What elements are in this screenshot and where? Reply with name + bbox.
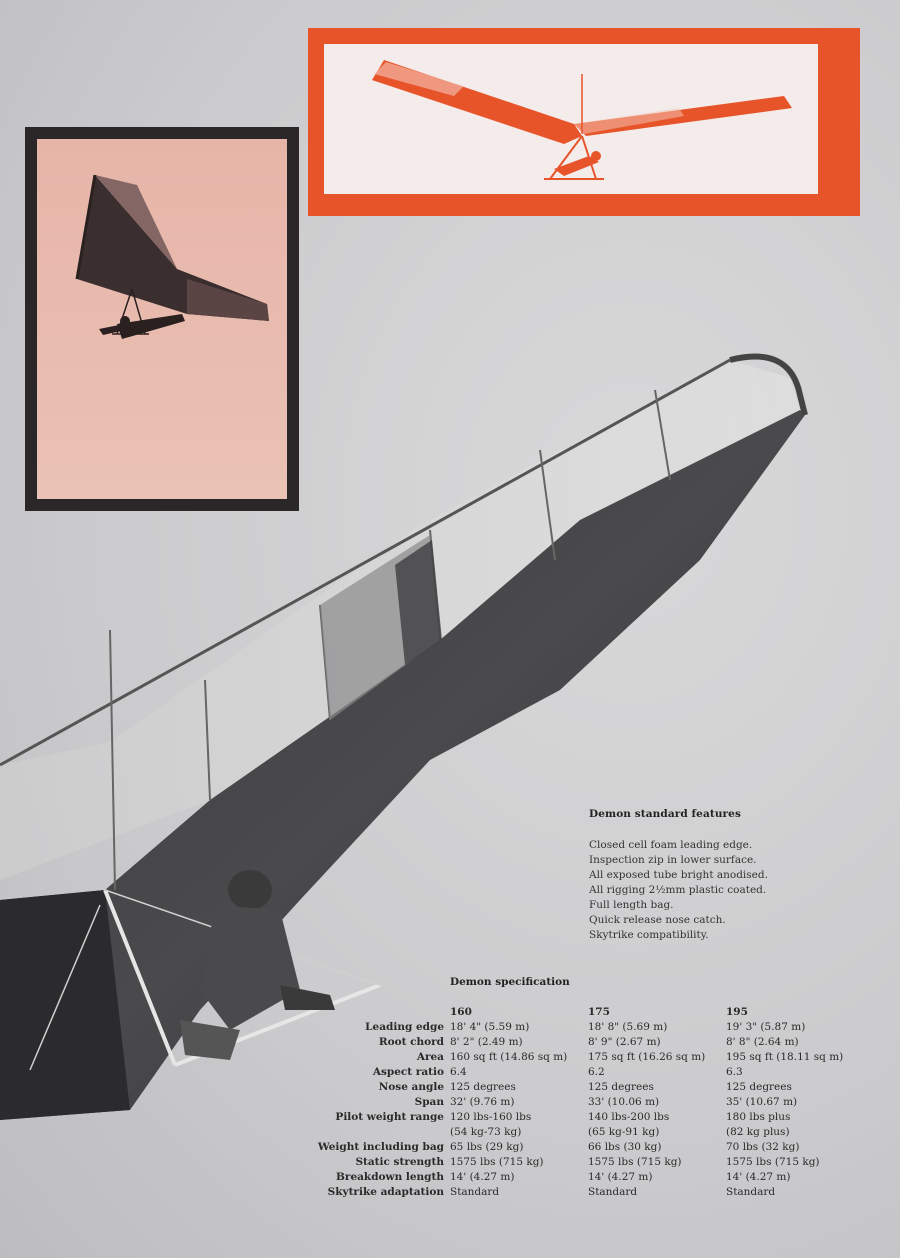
feature-item: Closed cell foam leading edge. [589,839,753,851]
spec-row [300,1080,856,1095]
spec-row-value: 32' (9.76 m) [450,1096,515,1108]
spec-row-value: 195 sq ft (18.11 sq m) [726,1051,844,1063]
spec-row-label: Breakdown length [336,1171,444,1183]
spec-row-value: 35' (10.67 m) [726,1096,798,1108]
spec-row-label: Root chord [378,1036,444,1048]
spec-model-195: 195 [726,1006,748,1018]
features-title: Demon standard features [589,808,741,820]
feature-item: Quick release nose catch. [589,914,726,926]
spec-row-value: 14' (4.27 m) [588,1171,653,1183]
spec-row-label: Leading edge [365,1021,444,1033]
dark-framed-photo [25,127,299,511]
spec-row [300,1185,856,1200]
spec-row-label: Aspect ratio [372,1066,444,1078]
spec-row-value: 140 lbs-200 lbs [588,1111,670,1123]
spec-row [300,1140,856,1155]
orange-framed-photo [308,28,860,216]
spec-row-label: Nose angle [378,1081,444,1093]
spec-row-label: Static strength [355,1156,444,1168]
spec-table [300,1005,856,1200]
photo-glider-side-view [324,44,818,194]
feature-item: All rigging 2½mm plastic coated. [589,884,767,896]
feature-item: Skytrike compatibility. [589,929,709,941]
spec-model-160: 160 [450,1006,472,1018]
spec-row-value: 175 sq ft (16.26 sq m) [588,1051,706,1063]
spec-row-value: 14' (4.27 m) [450,1171,515,1183]
spec-row-value: 65 lbs (29 kg) [450,1141,524,1153]
spec-row-value: 125 degrees [726,1081,792,1093]
spec-title: Demon specification [450,976,570,988]
spec-model-175: 175 [588,1006,610,1018]
pilot-body [200,905,300,1030]
spec-row-value: 160 sq ft (14.86 sq m) [450,1051,568,1063]
feature-item: Full length bag. [589,899,674,911]
spec-body [300,1020,856,1200]
spec-row-value: 125 degrees [450,1081,516,1093]
spec-row-value: 66 lbs (30 kg) [588,1141,662,1153]
spec-row-value: 14' (4.27 m) [726,1171,791,1183]
spec-row-value: 33' (10.06 m) [588,1096,660,1108]
spec-row-value: 6.4 [450,1066,467,1078]
feature-item: Inspection zip in lower surface. [589,854,757,866]
spec-row-value: 18' 4" (5.59 m) [450,1021,530,1033]
pilot-helmet [228,870,272,910]
spec-row-value: 8' 9" (2.67 m) [588,1036,661,1048]
spec-row-value: 180 lbs plus [726,1111,791,1123]
spec-row [300,1050,856,1065]
spec-row-value: 6.3 [726,1066,743,1078]
spec-row-value: 70 lbs (32 kg) [726,1141,800,1153]
spec-row-value: 1575 lbs (715 kg) [726,1156,820,1168]
spec-row-value: 8' 8" (2.64 m) [726,1036,799,1048]
spec-row-value: 125 degrees [588,1081,654,1093]
spec-row-label: Skytrike adaptation [327,1186,444,1198]
spec-header-blank [300,1005,450,1020]
feature-item: All exposed tube bright anodised. [589,869,768,881]
spec-row-value: Standard [726,1186,776,1198]
spec-row [300,1095,856,1110]
spec-row-value: 6.2 [588,1066,605,1078]
spec-row-label: Weight including bag [317,1141,444,1153]
spec-row [300,1125,856,1140]
spec-row-value: 18' 8" (5.69 m) [588,1021,668,1033]
spec-row-value: (82 kg plus) [726,1126,790,1138]
spec-row-value: 19' 3" (5.87 m) [726,1021,806,1033]
spec-row-value: (54 kg-73 kg) [450,1126,522,1138]
spec-row-value: (65 kg-91 kg) [588,1126,660,1138]
spec-row [300,1110,856,1125]
spec-row-value: 1575 lbs (715 kg) [588,1156,682,1168]
spec-row [300,1035,856,1050]
spec-row-value: 120 lbs-160 lbs [450,1111,532,1123]
spec-row-value: 1575 lbs (715 kg) [450,1156,544,1168]
spec-row [300,1170,856,1185]
spec-row-value: Standard [588,1186,638,1198]
spec-row [300,1155,856,1170]
spec-row [300,1065,856,1080]
spec-row-label [300,1125,450,1140]
photo-glider-below-view [37,139,287,499]
spec-row-value: 8' 2" (2.49 m) [450,1036,523,1048]
features-list [589,838,889,943]
spec-header-row [300,1005,856,1020]
spec-row-label: Pilot weight range [335,1111,444,1123]
features-section [589,808,889,943]
spec-row-label: Area [416,1051,444,1063]
spec-row [300,1020,856,1035]
spec-row-value: Standard [450,1186,500,1198]
spec-row-label: Span [414,1096,444,1108]
